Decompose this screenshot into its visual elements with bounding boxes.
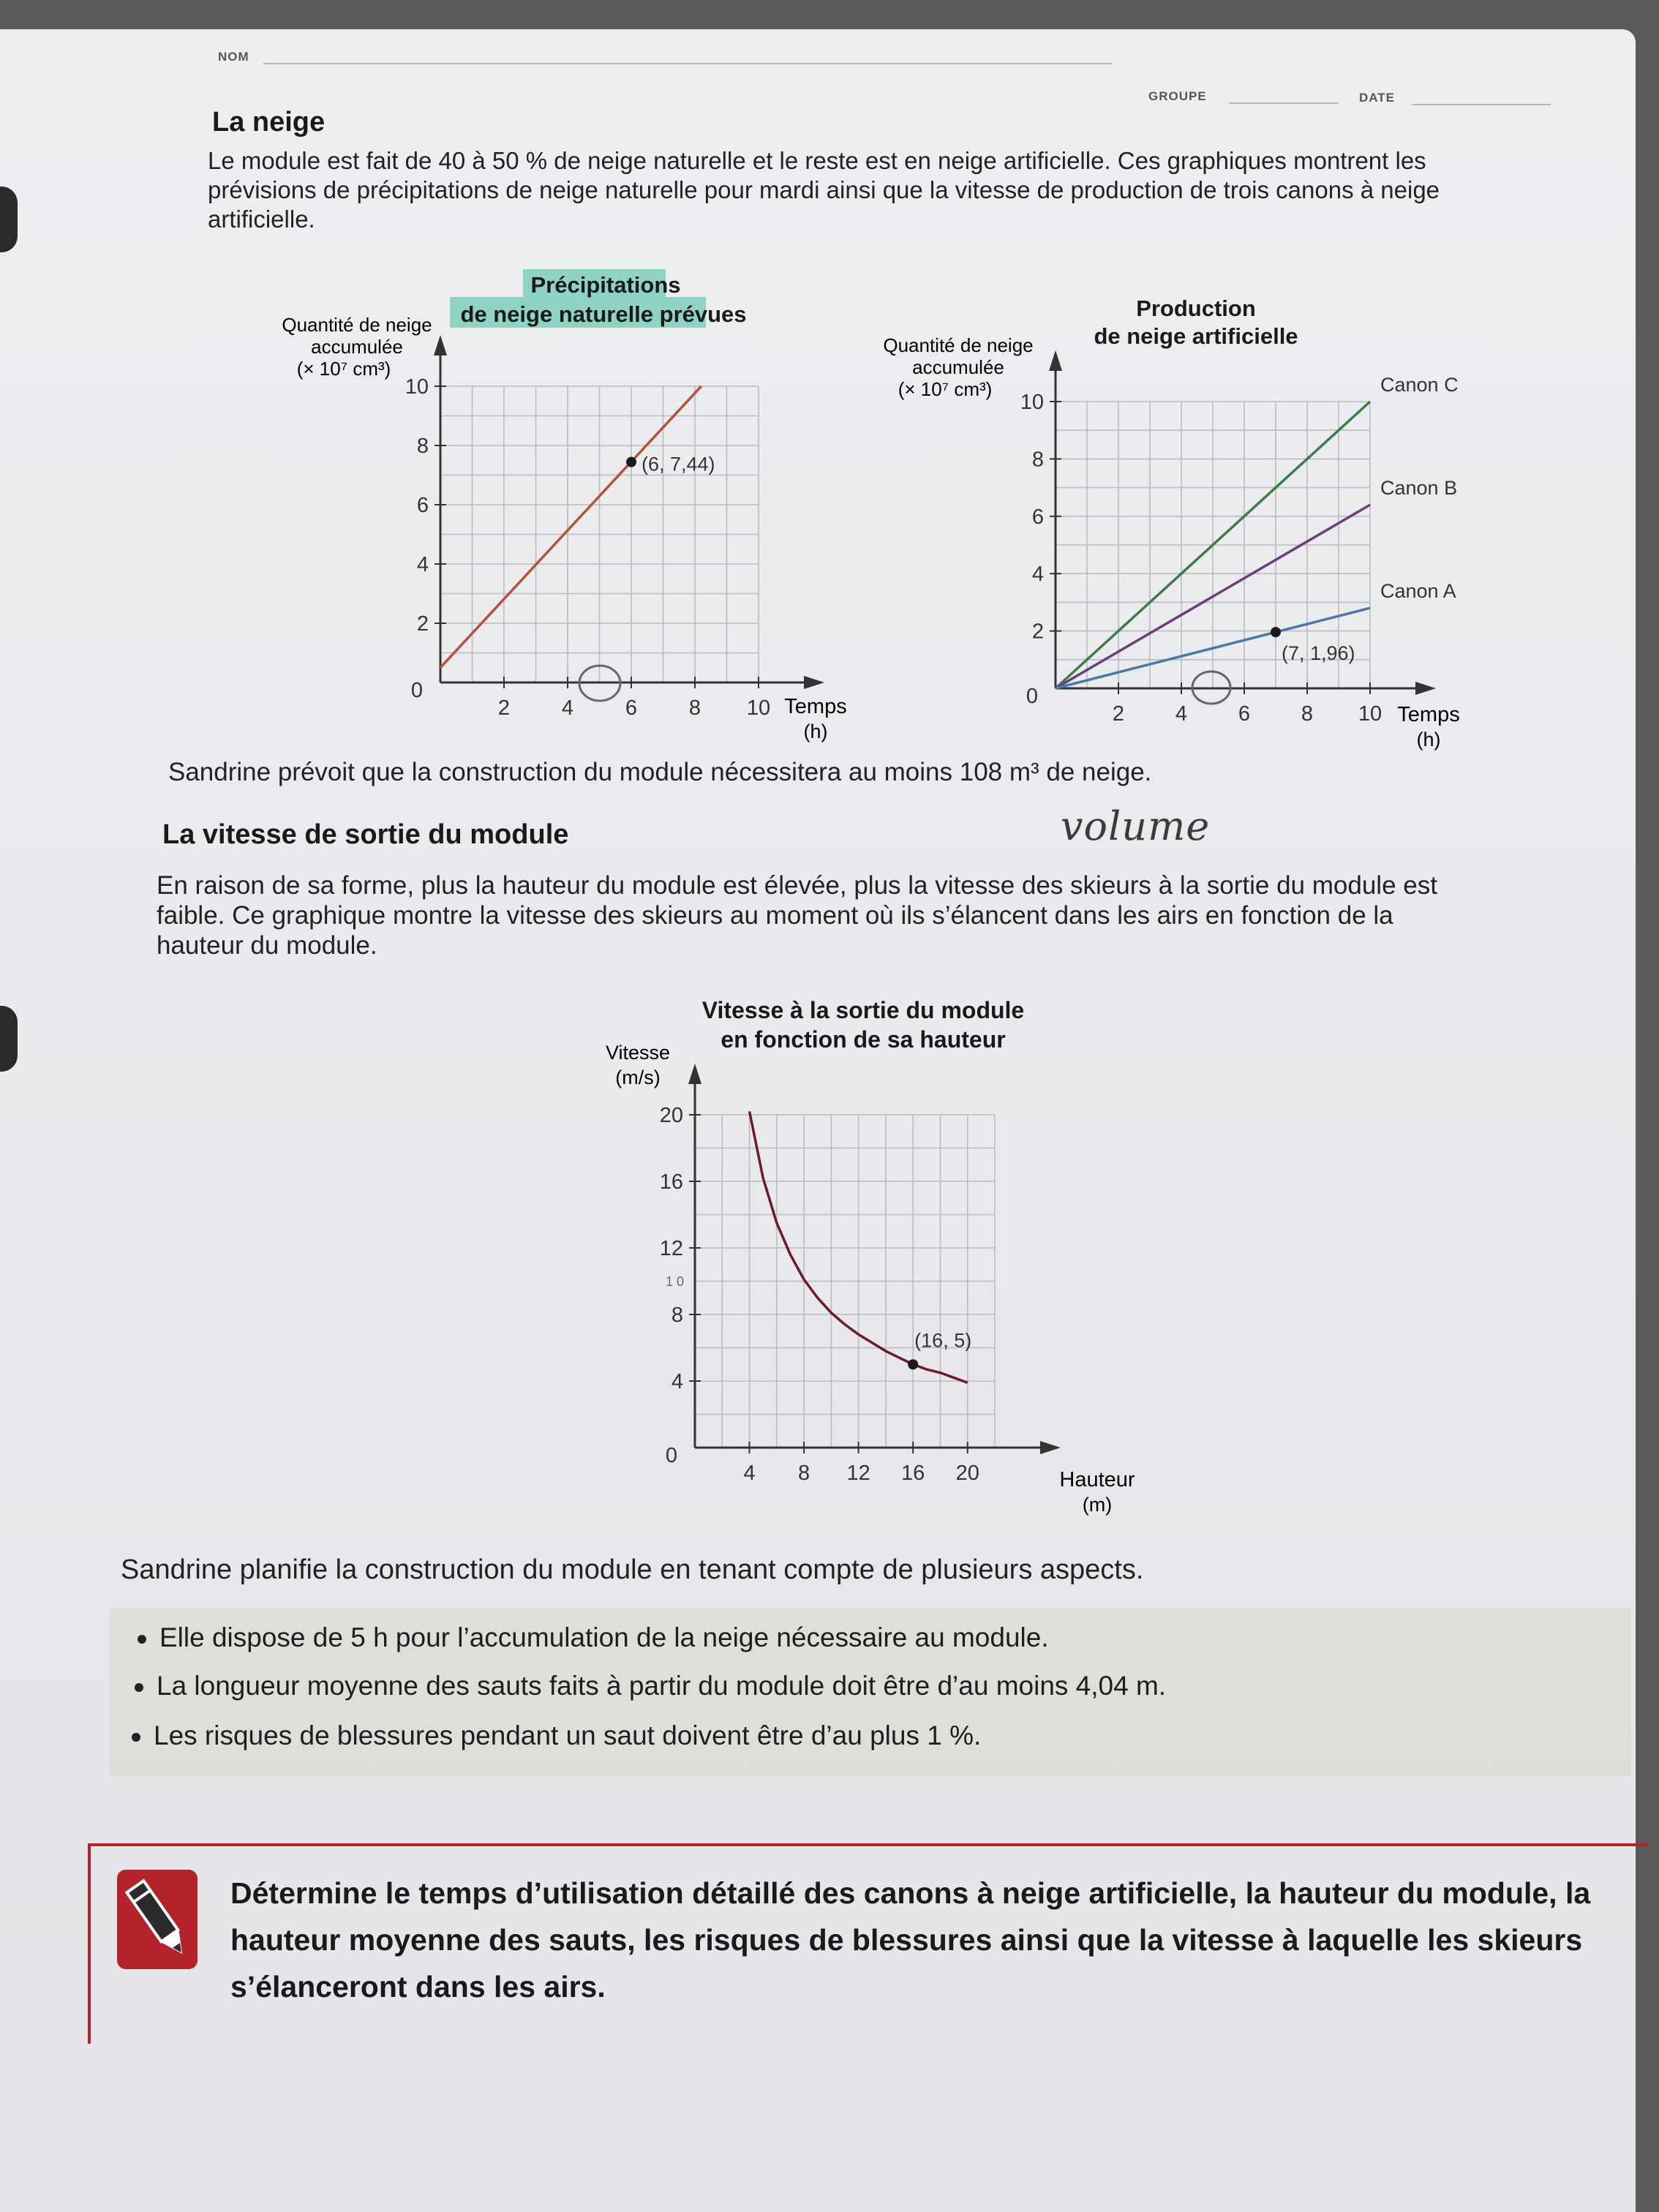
x-axis-label-line1: Temps [1397, 703, 1460, 726]
date-line [1412, 104, 1551, 105]
chart-ticks [660, 1104, 979, 1485]
y-axis-label-line1: Quantité de neige [883, 334, 1034, 356]
y-axis-arrow [1049, 350, 1062, 371]
bullet-dot [132, 1733, 140, 1742]
y-tick-label: 12 [659, 1237, 683, 1260]
y-axis-label-line2: accumulée [311, 336, 403, 358]
chart-title-line1: Précipitations [530, 272, 681, 298]
chart-axes [688, 1064, 1061, 1454]
chart-title-line2: en fonction de sa hauteur [721, 1026, 1006, 1053]
x-axis-arrow [1040, 1441, 1061, 1454]
binder-ring-top [0, 187, 18, 252]
chart-title-line2: de neige naturelle prévues [460, 301, 747, 327]
x-tick-label: 6 [625, 696, 638, 720]
y-axis-label-line3: (× 10⁷ cm³) [296, 358, 391, 380]
y-axis-label-line2: accumulée [912, 356, 1004, 378]
x-tick-label: 4 [743, 1462, 756, 1485]
chart-title-line1: Vitesse à la sortie du module [701, 997, 1025, 1023]
bullet-item-3 [132, 1720, 981, 1751]
annotation-point [1271, 627, 1281, 637]
x-tick-label: 8 [688, 696, 701, 720]
x-axis-label-line2: (m) [1082, 1494, 1113, 1516]
x-axis-label-line2: (h) [803, 721, 828, 742]
chart-series [750, 1111, 972, 1382]
bullet-dot [138, 1635, 146, 1644]
origin-label: 0 [410, 679, 423, 702]
y-tick-label: 8 [671, 1304, 683, 1327]
x-tick-label: 12 [846, 1462, 870, 1485]
y-tick-label: 20 [659, 1104, 683, 1127]
pencil-icon-glyph [117, 1870, 198, 1969]
x-axis-label-line1: Temps [784, 695, 847, 718]
y-tick-label: 16 [659, 1170, 683, 1194]
y-tick-label: 10 [1020, 391, 1044, 414]
annotation-label: (7, 1,96) [1282, 642, 1355, 665]
y-tick-label: 4 [416, 553, 429, 576]
chart-grid [695, 1115, 995, 1448]
annotation-label: (6, 7,44) [642, 453, 715, 475]
y-axis-arrow [434, 335, 447, 356]
bullet-item-2 [135, 1671, 1166, 1701]
x-tick-label: 2 [1112, 702, 1125, 726]
y-axis-label-line1: Vitesse [605, 1042, 671, 1064]
x-tick-label: 8 [798, 1462, 810, 1485]
section-title-neige: La neige [212, 107, 326, 138]
y-tick-label: 4 [1031, 563, 1044, 587]
x-tick-label: 4 [1175, 702, 1188, 726]
nom-label: NOM [218, 50, 249, 64]
bullet-text: Elle dispose de 5 h pour l’accumulation de la neige nécessaire au module. [159, 1622, 1049, 1652]
plan-intro: Sandrine planifie la construction du module en tenant compte de plusieurs aspects. [121, 1554, 1144, 1585]
series-legend-label: Canon A [1380, 580, 1456, 603]
bullet-text: La longueur moyenne des sauts faits à partir du module doit être d’au moins 4,04 m. [157, 1671, 1167, 1701]
groupe-label: GROUPE [1148, 89, 1207, 103]
sandrine-snow-statement: Sandrine prévoit que la construction du module nécessitera au moins 108 m³ de neige. [168, 758, 1152, 786]
pencil-mark: 1 0 [666, 1274, 685, 1289]
y-tick-label: 2 [1031, 620, 1044, 644]
y-axis-label-line2: (m/s) [615, 1066, 661, 1088]
y-axis-arrow [688, 1064, 701, 1084]
x-tick-label: 2 [497, 696, 511, 720]
x-axis-arrow [1415, 682, 1436, 695]
chart-series [440, 386, 715, 668]
x-tick-label: 10 [746, 696, 771, 720]
y-tick-label: 6 [416, 494, 429, 517]
task-instruction: Détermine le temps d’utilisation détaillé des canons à neige artificielle, la hauteur du module, la hauteur moyenne des sauts, les risques de blessures ainsi que la vitesse à laquelle les skieurs s’élanceront dans les airs. [230, 1876, 1591, 2004]
x-tick-label: 6 [1238, 702, 1251, 726]
x-tick-label: 8 [1301, 702, 1314, 726]
y-tick-label: 8 [1031, 448, 1044, 472]
bullet-item-1 [138, 1622, 1049, 1653]
section-paragraph-vitesse: En raison de sa forme, plus la hauteur du module est élevée, plus la vitesse des skieurs à la sortie du module est faible. Ce graphique montre la vitesse des skieurs au moment où ils s’élancent dans les airs en fonction de la hauteur du module. [157, 871, 1437, 960]
chart-title-line1: Production [1136, 296, 1256, 321]
date-label: DATE [1359, 91, 1396, 105]
binder-ring-middle [0, 1006, 18, 1072]
x-axis-label-line1: Hauteur [1059, 1468, 1135, 1491]
pencil-icon [117, 1870, 198, 1969]
x-tick-label: 20 [955, 1462, 979, 1485]
y-tick-label: 6 [1031, 505, 1044, 529]
y-tick-label: 4 [671, 1370, 683, 1393]
y-axis-label-line1: Quantité de neige [282, 314, 432, 336]
chart-title-line2: de neige artificielle [1094, 323, 1298, 349]
chart-exit-speed [592, 992, 1178, 1526]
section-paragraph-neige: Le module est fait de 40 à 50 % de neige naturelle et le reste est en neige artificielle. Ces graphiques montrent les prévisions de précipitations de neige naturelle pour mardi ainsi que la vitesse de production de trois canons à neige artificielle. [208, 147, 1440, 233]
annotation-label: (16, 5) [914, 1329, 972, 1352]
chart-series [1056, 374, 1459, 688]
y-tick-label: 10 [405, 375, 429, 399]
chart-axes [434, 335, 824, 689]
annotation-point [626, 457, 636, 467]
handwritten-note: volume [1061, 803, 1211, 849]
nom-line [263, 63, 1112, 64]
x-axis-label-line2: (h) [1416, 729, 1441, 750]
bullet-text: Les risques de blessures pendant un saut doivent être d’au plus 1 %. [154, 1720, 982, 1750]
origin-label: 0 [665, 1444, 677, 1467]
y-axis-label-line3: (× 10⁷ cm³) [898, 378, 993, 400]
series-line [440, 386, 701, 668]
section-title-vitesse: La vitesse de sortie du module [162, 819, 569, 850]
x-tick-label: 16 [901, 1462, 925, 1485]
bullet-dot [135, 1683, 143, 1692]
series-legend-label: Canon C [1380, 374, 1459, 396]
y-tick-label: 8 [416, 434, 429, 458]
x-tick-label: 4 [561, 696, 574, 720]
series-legend-label: Canon B [1380, 477, 1458, 500]
origin-label: 0 [1026, 685, 1038, 708]
annotation-point [908, 1359, 918, 1369]
chart-natural-snow [271, 269, 856, 752]
x-axis-arrow [804, 676, 824, 689]
chart-artificial-snow [878, 291, 1631, 759]
x-tick-label: 10 [1358, 702, 1382, 726]
chart-grid [440, 386, 759, 682]
groupe-line [1229, 102, 1339, 104]
y-tick-label: 2 [416, 612, 429, 636]
